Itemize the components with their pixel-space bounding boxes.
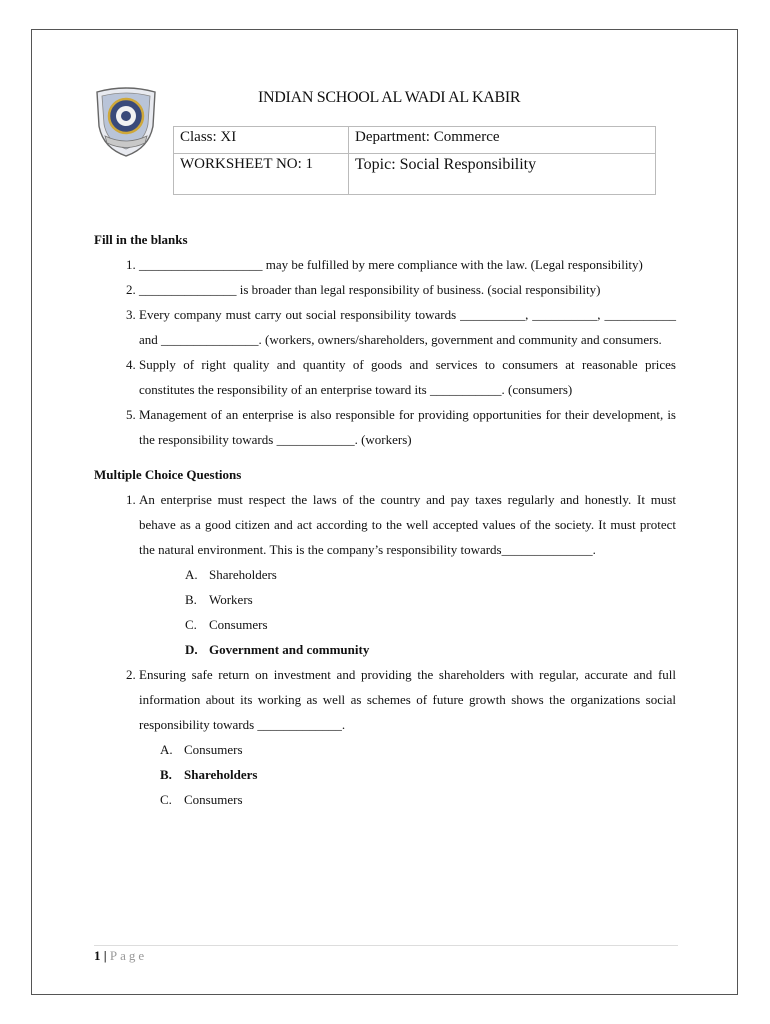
fill-in-the-blanks-section [94, 227, 676, 452]
class-cell: Class: XI [174, 127, 349, 154]
fill-blank-item: 4. Supply of right quality and quantity of goods and services to consumers at reasonable prices constitutes the responsibility of an enterprise toward its ___________. (consumers) [139, 352, 676, 402]
option-text: Consumers [209, 617, 268, 632]
option [185, 612, 676, 637]
option-text: Consumers [184, 792, 243, 807]
option [185, 562, 676, 587]
mcq-list [94, 487, 676, 812]
option-text: Workers [209, 592, 253, 607]
page-label: Page [109, 948, 148, 963]
option [185, 587, 676, 612]
option-letter: A. [160, 742, 173, 757]
topic-cell: Topic: Social Responsibility [349, 154, 656, 195]
worksheet-info-table [173, 126, 656, 195]
fill-blanks-heading: Fill in the blanks [94, 232, 188, 247]
school-logo-icon [93, 86, 159, 158]
option-letter: B. [160, 767, 172, 782]
footer-separator: | [103, 948, 107, 963]
option-letter: B. [185, 592, 197, 607]
fill-blank-item: 2. _______________ is broader than legal responsibility of business. (social responsibility) [139, 277, 676, 302]
option-correct [185, 637, 676, 662]
mcq-heading: Multiple Choice Questions [94, 467, 242, 482]
option-letter: A. [185, 567, 198, 582]
page-footer [94, 948, 147, 964]
worksheet-number-cell: WORKSHEET NO: 1 [174, 154, 349, 195]
option-letter: C. [160, 792, 172, 807]
option-letter: C. [185, 617, 197, 632]
option-text: Shareholders [184, 767, 258, 782]
option-text: Government and community [209, 642, 370, 657]
page-number: 1 [94, 948, 101, 963]
mcq-section [94, 462, 676, 812]
option-text: Consumers [184, 742, 243, 757]
mcq-question [139, 487, 676, 662]
mcq-question [139, 662, 676, 812]
school-name: INDIAN SCHOOL AL WADI AL KABIR [258, 89, 521, 106]
option [160, 737, 676, 762]
option [160, 787, 676, 812]
footer-divider [94, 945, 678, 946]
department-cell: Department: Commerce [349, 127, 656, 154]
option-letter: D. [185, 642, 198, 657]
fill-blanks-list [94, 252, 676, 452]
worksheet-content [94, 227, 676, 812]
option-correct [160, 762, 676, 787]
option-text: Shareholders [209, 567, 277, 582]
question-text: Ensuring safe return on investment and providing the shareholders with regular, accurate and full information about its working as well as schemes of future growth shows the organizations social responsibility towards _____________. [139, 667, 676, 732]
options-list [139, 737, 676, 812]
options-list [139, 562, 676, 662]
fill-blank-item: 5. Management of an enterprise is also responsible for providing opportunities for their development, is the responsibility towards ____________. (workers) [139, 402, 676, 452]
fill-blank-item: 3. Every company must carry out social responsibility towards __________, __________, ___________ and _______________. (workers, owners/shareholders, government and community and consumers. [139, 302, 676, 352]
question-text: An enterprise must respect the laws of the country and pay taxes regularly and honestly. It must behave as a good citizen and act according to the well accepted values of the society. It must protect the natural environment. This is the company’s responsibility towards______________. [139, 492, 676, 557]
fill-blank-item: 1. ___________________ may be fulfilled by mere compliance with the law. (Legal responsibility) [139, 252, 676, 277]
